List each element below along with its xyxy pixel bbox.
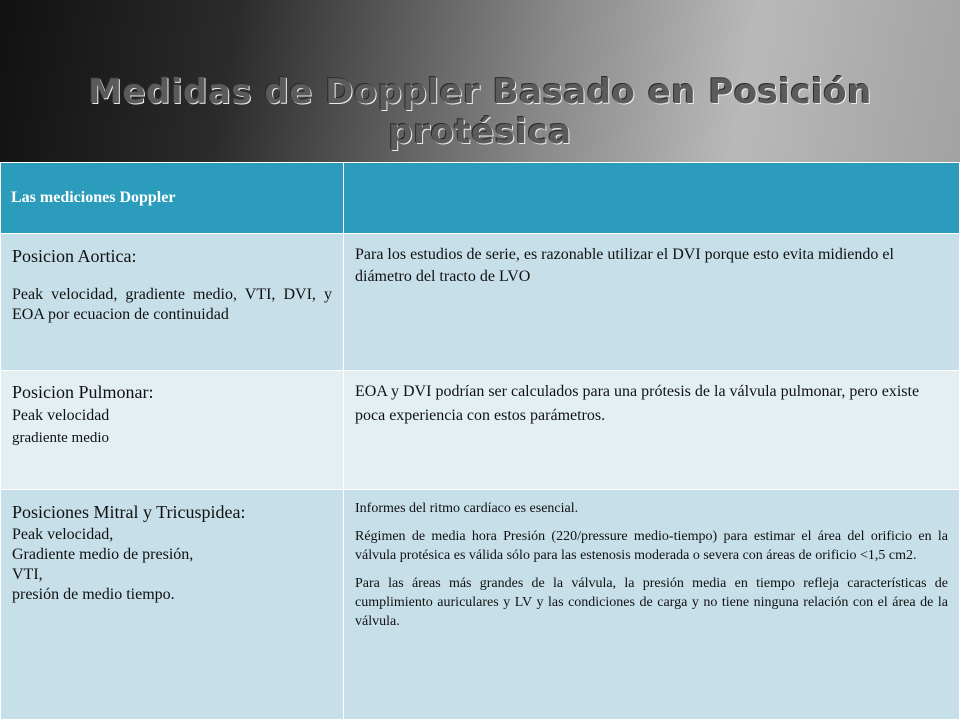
mitral-line-4: presión de medio tiempo. — [12, 586, 175, 603]
table-row-mitral — [1, 490, 960, 720]
mitral-line-1: Peak velocidad, — [12, 526, 114, 543]
table-row-aortic — [1, 234, 960, 371]
mitral-heading: Posiciones Mitral y Tricuspidea: — [12, 502, 246, 522]
mitral-cell — [1, 490, 344, 720]
doppler-table — [0, 162, 960, 720]
table-row-pulmonary — [1, 371, 960, 490]
mitral-note-2: Régimen de media hora Presión (220/pressure medio-tiempo) para estimar el área del orificio en la válvula protésica es válida sólo para las estenosis moderada o severa con áreas de orificio <1,5 cm2. — [355, 529, 948, 563]
mitral-note-cell — [344, 490, 960, 720]
pulmonary-heading: Posicion Pulmonar: — [12, 382, 154, 402]
header-cell-measurements: Las mediciones Doppler — [1, 163, 344, 234]
mitral-note-3: Para las áreas más grandes de la válvula, la presión media en tiempo refleja características de cumplimiento auriculares y LV y las condiciones de carga y no tiene ninguna relación con el área de la válvula. — [355, 576, 948, 629]
mitral-line-3: VTI, — [12, 566, 43, 583]
aortic-details: Peak velocidad, gradiente medio, VTI, DVI, y EOA por ecuacion de continuidad — [12, 286, 332, 323]
pulmonary-line-2: gradiente medio — [12, 430, 110, 446]
table-header-row — [1, 163, 960, 234]
header-cell-empty — [344, 163, 960, 234]
pulmonary-cell — [1, 371, 344, 490]
pulmonary-line-1: Peak velocidad — [12, 407, 110, 424]
pulmonary-note: EOA y DVI podrían ser calculados para una prótesis de la válvula pulmonar, pero existe poca experiencia con estos parámetros. — [355, 383, 920, 424]
aortic-note-cell — [344, 234, 960, 371]
aortic-note: Para los estudios de serie, es razonable utilizar el DVI porque esto evita midiendo el diámetro del tracto de LVO — [355, 246, 894, 285]
mitral-line-2: Gradiente medio de presión, — [12, 546, 194, 563]
mitral-notes — [345, 491, 958, 631]
aortic-heading: Posicion Aortica: — [12, 246, 137, 266]
slide-title: Medidas de Doppler Basado en Posición protésica — [88, 72, 872, 152]
mitral-note-1: Informes del ritmo cardíaco es esencial. — [355, 501, 579, 516]
pulmonary-note-cell — [344, 371, 960, 490]
aortic-cell — [1, 234, 344, 371]
